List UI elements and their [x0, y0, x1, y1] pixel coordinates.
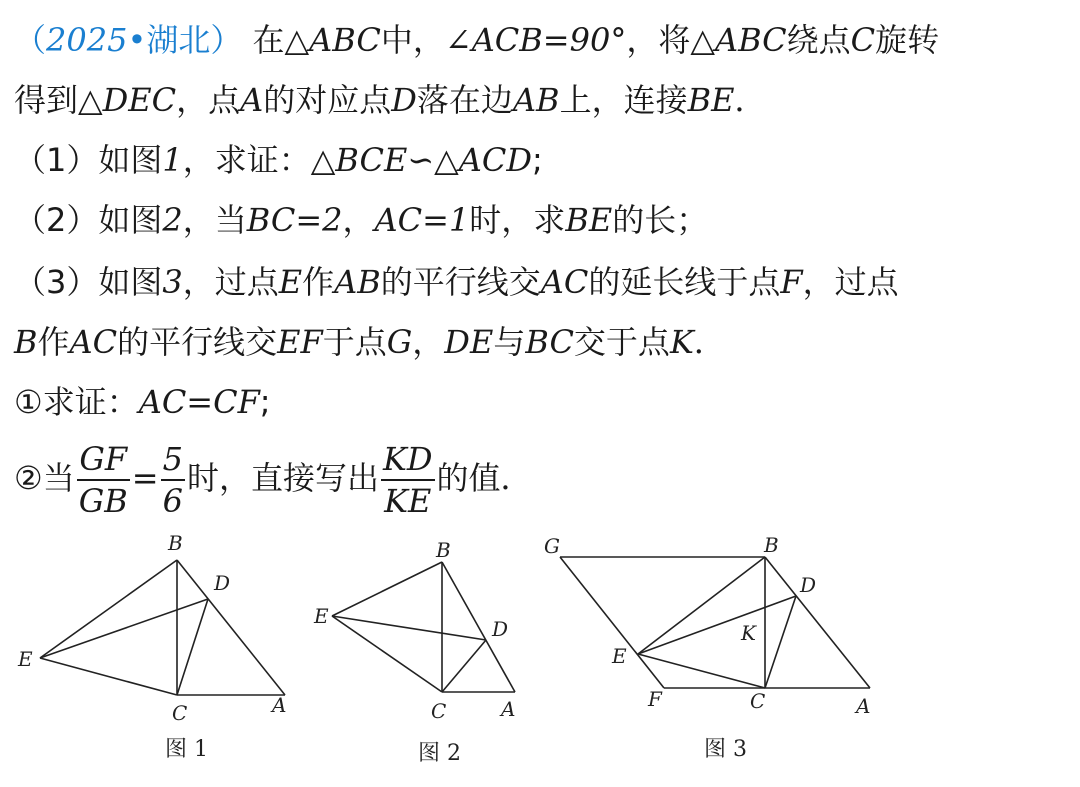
- fig1-label-e: E: [18, 647, 33, 671]
- fig2-seg-dc: [442, 640, 486, 692]
- stem-line-1: （2025•湖北） 在△ABC中，∠ACB=90°，将△ABC绕点C旋转: [14, 21, 940, 59]
- fig1-caption: 图 1: [165, 737, 208, 762]
- figure-3: [540, 530, 900, 774]
- question-2: （2）如图2，当BC=2，AC=1时，求BE的长；: [14, 201, 709, 239]
- fig1-label-c: C: [172, 701, 188, 725]
- fig1-seg-ce: [40, 658, 177, 695]
- figure-3-diagram: [540, 530, 900, 770]
- fig3-seg-ed: [638, 596, 796, 654]
- question-3: （3）如图3，过点E作AB的平行线交AC的延长线于点F，过点: [14, 263, 899, 301]
- fig3-seg-dc: [765, 596, 796, 688]
- fig2-label-b: B: [436, 538, 451, 562]
- fig1-label-d: D: [214, 571, 231, 595]
- fig2-seg-eb: [332, 562, 442, 616]
- fig2-seg-ed: [332, 616, 486, 640]
- fraction-gf-gb: $\frac{GF}{GB}$: [78, 440, 128, 520]
- fig3-label-f: F: [648, 687, 662, 711]
- fig2-label-e: E: [314, 604, 329, 628]
- fig3-label-e: E: [612, 644, 627, 668]
- fig3-label-c: C: [750, 689, 766, 713]
- fig1-seg-ba: [177, 560, 285, 695]
- sub-question-1: ①求证：AC=CF;: [14, 383, 271, 421]
- fig1-label-a: A: [272, 693, 287, 717]
- fraction-5-6: $\frac{5}{6}$: [162, 440, 183, 520]
- figure-1: [0, 530, 300, 774]
- fig3-label-a: A: [856, 694, 871, 718]
- figure-2: [300, 530, 540, 774]
- fig1-seg-dc: [177, 599, 208, 695]
- stem-line-2: 得到△DEC，点A的对应点D落在边AB上，连接BE．: [14, 81, 767, 119]
- fig3-seg-gf: [560, 557, 664, 688]
- question-1: （1）如图1，求证：△BCE∽△ACD;: [14, 141, 543, 179]
- fig2-caption: 图 2: [418, 741, 461, 766]
- fig3-label-g: G: [544, 534, 560, 558]
- fig2-label-c: C: [431, 699, 447, 723]
- fig1-seg-eb: [40, 560, 177, 658]
- figure-1-diagram: [0, 530, 300, 770]
- fig1-label-b: B: [168, 531, 183, 555]
- problem-source: （2025•湖北）: [14, 21, 243, 59]
- figure-2-diagram: [300, 530, 540, 770]
- fig2-label-d: D: [492, 617, 509, 641]
- fraction-kd-ke: $\frac{KD}{KE}$: [382, 440, 433, 520]
- fig3-label-d: D: [800, 573, 817, 597]
- fig3-label-k: K: [741, 621, 756, 645]
- fig3-caption: 图 3: [704, 737, 747, 762]
- fig3-label-b: B: [764, 533, 779, 557]
- fig2-label-a: A: [501, 697, 516, 721]
- question-3-continued: B作AC的平行线交EF于点G，DE与BC交于点K．: [14, 323, 726, 361]
- fig2-seg-ce: [332, 616, 442, 692]
- fig1-seg-ed: [40, 599, 208, 658]
- sub-question-2: ②当 $\frac{GF}{GB}$ = $\frac{5}{6}$ 时，直接写出 $\frac{KD}{KE}$ 的值．: [14, 440, 533, 520]
- fig3-seg-ba: [765, 557, 870, 688]
- fig3-seg-ec: [638, 654, 765, 688]
